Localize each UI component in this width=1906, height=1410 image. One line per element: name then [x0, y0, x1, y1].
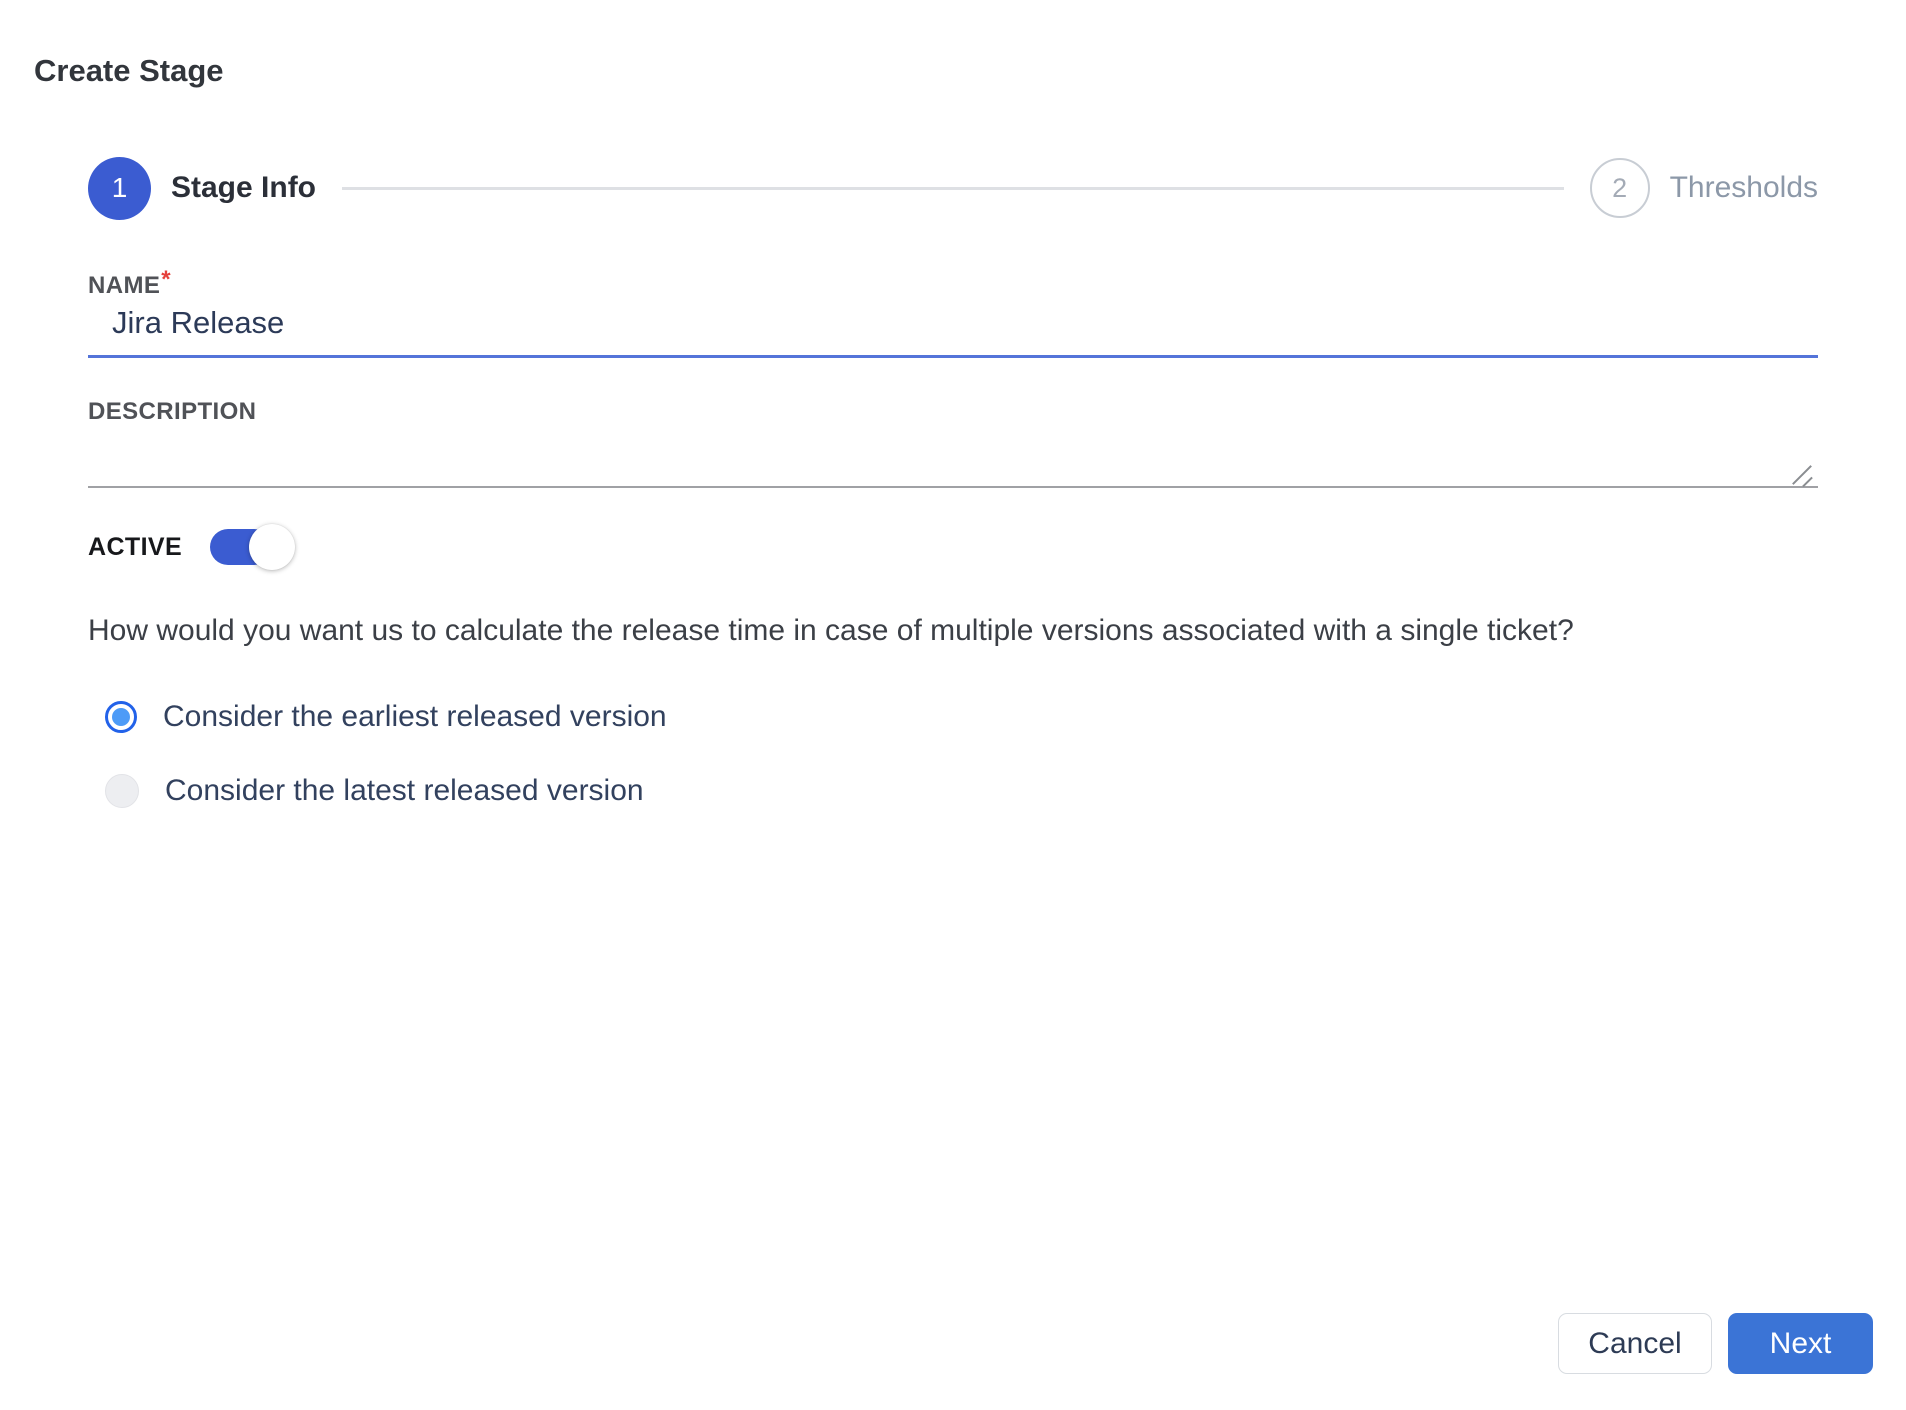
- step-1-number: 1: [111, 172, 128, 203]
- page-title: Create Stage: [34, 53, 224, 88]
- stepper-connector-line: [342, 187, 1564, 190]
- step-1-circle[interactable]: [88, 157, 151, 220]
- radio-dot: [112, 708, 130, 726]
- radio-option-earliest-label: Consider the earliest released version: [163, 700, 667, 733]
- footer-actions: [1558, 1313, 1873, 1374]
- next-button[interactable]: Next: [1728, 1313, 1873, 1374]
- name-field-label: [88, 266, 171, 300]
- textarea-resize-grip-icon[interactable]: [1788, 462, 1818, 488]
- stepper: [88, 156, 1818, 220]
- cancel-button[interactable]: Cancel: [1558, 1313, 1712, 1374]
- step-2-label: Thresholds: [1669, 171, 1818, 204]
- step-2-number: 2: [1612, 172, 1628, 203]
- radio-option-earliest[interactable]: [105, 700, 667, 734]
- radio-option-latest[interactable]: [105, 774, 644, 808]
- radio-unselected-icon[interactable]: [105, 774, 139, 808]
- release-time-question: How would you want us to calculate the release time in case of multiple versions associated with a single ticket?: [88, 614, 1574, 647]
- radio-selected-icon[interactable]: [105, 701, 137, 733]
- required-asterisk: *: [161, 266, 172, 293]
- active-field-label: ACTIVE: [88, 532, 183, 561]
- active-toggle[interactable]: [210, 524, 296, 570]
- name-input[interactable]: [88, 296, 1818, 358]
- name-label-text: NAME: [88, 272, 161, 299]
- step-2-circle[interactable]: [1590, 158, 1650, 218]
- active-row: [88, 524, 296, 570]
- description-textarea[interactable]: [88, 420, 1818, 488]
- toggle-knob: [249, 524, 295, 570]
- step-1-label: Stage Info: [171, 171, 317, 204]
- description-field-label: DESCRIPTION: [88, 398, 257, 425]
- radio-option-latest-label: Consider the latest released version: [165, 774, 644, 807]
